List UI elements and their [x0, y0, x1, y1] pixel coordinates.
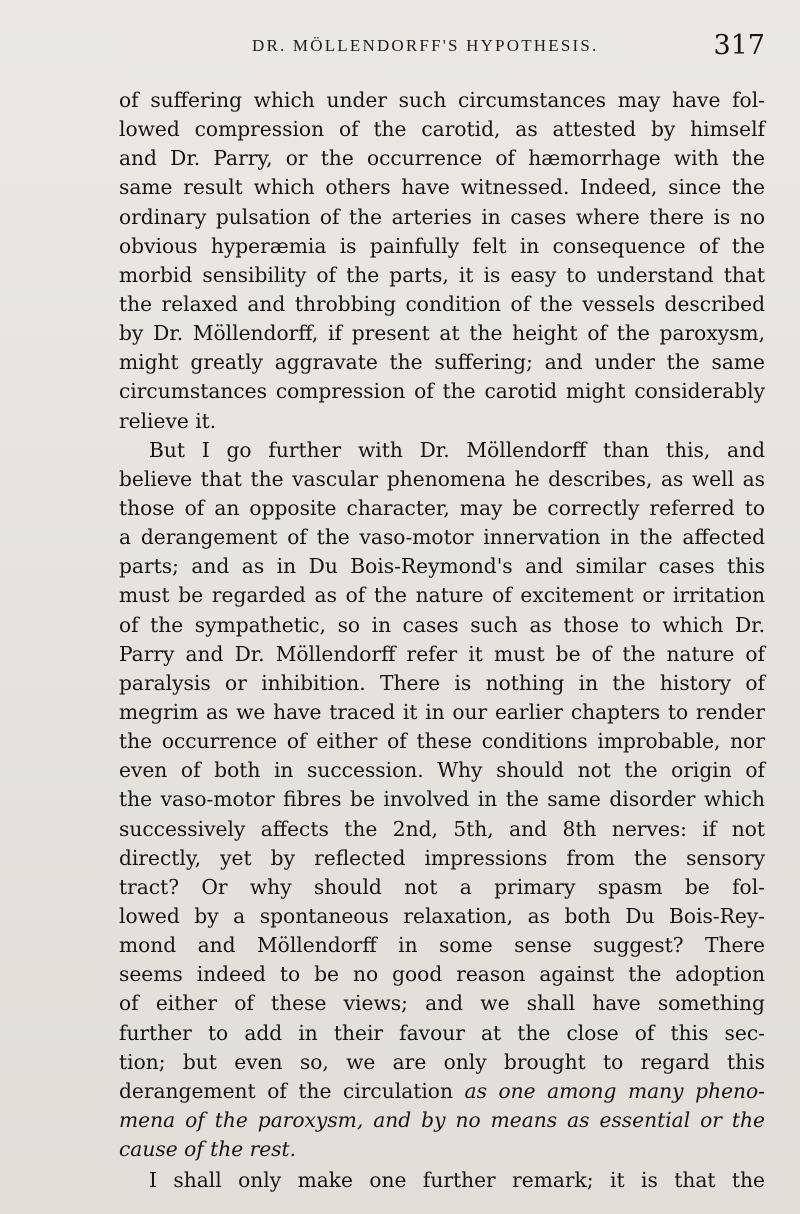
text-line: the relaxed and throbbing condition of the vessels described [119, 291, 765, 316]
text-line: and Dr. Parry, or the occurrence of hæmorrhage with the [119, 146, 765, 171]
body-text [119, 86, 765, 1195]
text-line: paralysis or inhibition. There is nothing in the history of [119, 670, 765, 695]
text-line: of suffering which under such circumstances may have fol- [119, 88, 765, 112]
text-line-mixed [119, 1077, 765, 1106]
text-line: successively affects the 2nd, 5th, and 8th nerves: if not [119, 816, 765, 841]
text-line: I shall only make one further remark; it is that the [149, 1168, 765, 1193]
text-line: the occurrence of either of these conditions improbable, nor [119, 729, 765, 754]
italic-text: as one among many pheno- [464, 1078, 765, 1103]
text-line: directly, yet by reflected impressions from the sensory [119, 845, 765, 870]
text-line: mond and Möllendorff in some sense suggest? There [119, 933, 765, 958]
text-line: But I go further with Dr. Möllendorff than this, and [149, 437, 765, 462]
text-line: circumstances compression of the carotid might considerably [119, 379, 765, 404]
text-line: seems indeed to be no good reason against the adoption [119, 962, 765, 987]
text-line: lowed by a spontaneous relaxation, as both Du Bois-Rey- [119, 903, 765, 928]
italic-line: mena of the paroxysm, and by no means as essential or the [119, 1107, 765, 1132]
text-line: relieve it. [119, 408, 217, 433]
page-number: 317 [713, 30, 765, 61]
text-line: of either of these views; and we shall have something [119, 991, 765, 1016]
paragraph-3 [119, 1166, 765, 1195]
text-line: tion; but even so, we are only brought to regard this [119, 1049, 765, 1074]
text-line: lowed compression of the carotid, as attested by himself [119, 117, 765, 142]
page-header [120, 30, 765, 64]
italic-line: cause of the rest. [119, 1137, 297, 1162]
text-line: ordinary pulsation of the arteries in cases where there is no [119, 204, 765, 229]
roman-text: derangement of the circulation [119, 1078, 465, 1103]
text-line: same result which others have witnessed. Indeed, since the [119, 175, 765, 200]
text-line: further to add in their favour at the close of this sec- [119, 1020, 765, 1045]
text-line: the vaso-motor fibres be involved in the same disorder which [119, 787, 765, 812]
text-line: must be regarded as of the nature of excitement or irritation [119, 583, 765, 608]
text-line: tract? Or why should not a primary spasm be fol- [119, 874, 765, 899]
text-line: believe that the vascular phenomena he describes, as well as [119, 466, 765, 491]
paragraph-2 [119, 436, 765, 1165]
text-line: morbid sensibility of the parts, it is easy to understand that [119, 262, 765, 287]
text-line: by Dr. Möllendorff, if present at the height of the paroxysm, [119, 321, 765, 346]
text-line: of the sympathetic, so in cases such as those to which Dr. [119, 612, 765, 637]
text-line: Parry and Dr. Möllendorff refer it must be of the nature of [119, 641, 765, 666]
text-line: might greatly aggravate the suffering; and under the same [119, 350, 765, 375]
paragraph-1 [119, 86, 765, 436]
text-line: parts; and as in Du Bois-Reymond's and similar cases this [119, 554, 765, 579]
text-line: those of an opposite character, may be correctly referred to [119, 495, 765, 520]
text-line: a derangement of the vaso-motor innervation in the affected [119, 525, 765, 550]
text-line: even of both in succession. Why should not the origin of [119, 758, 765, 783]
text-line: megrim as we have traced it in our earlier chapters to render [119, 699, 765, 724]
text-line: obvious hyperæmia is painfully felt in consequence of the [119, 233, 765, 258]
running-head: DR. MÖLLENDORFF'S HYPOTHESIS. [252, 36, 599, 55]
